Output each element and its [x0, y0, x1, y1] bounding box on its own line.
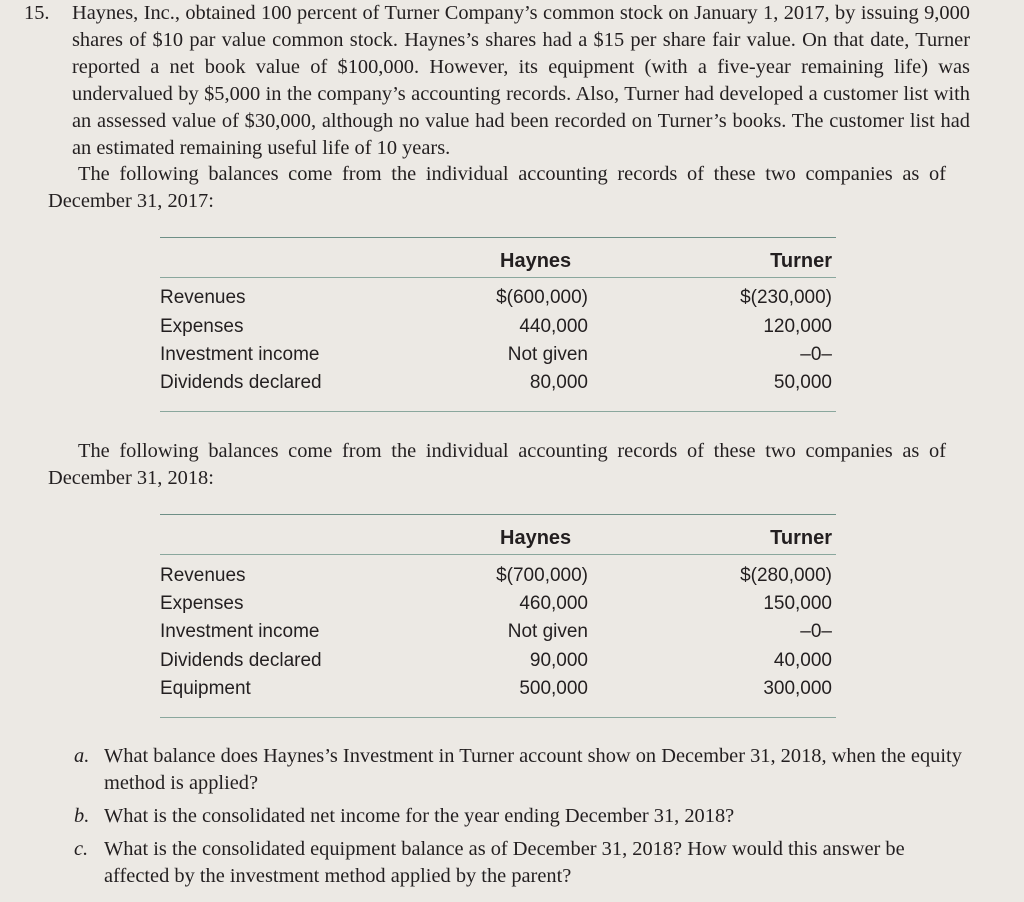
paragraph-2017-intro: The following balances come from the individual accounting records of these two companies as of December 31, 2017: — [48, 163, 946, 212]
row-label: Revenues — [160, 565, 246, 586]
table-bottom-rule — [160, 717, 836, 718]
table-top-rule — [160, 237, 836, 238]
turner-value: 120,000 — [763, 316, 832, 337]
question-letter: b. — [74, 805, 90, 827]
table-row — [160, 372, 836, 400]
row-label: Investment income — [160, 621, 320, 642]
table-top-rule — [160, 514, 836, 515]
question-b — [72, 803, 972, 830]
turner-value: 300,000 — [763, 678, 832, 699]
turner-value: 150,000 — [763, 593, 832, 614]
haynes-value: 460,000 — [519, 593, 588, 614]
paragraph-2018-intro: The following balances come from the individual accounting records of these two companies as of December 31, 2018: — [48, 440, 946, 489]
row-label: Dividends declared — [160, 650, 322, 671]
haynes-value: 90,000 — [529, 650, 588, 671]
turner-value: –0– — [800, 621, 832, 642]
turner-value: $(230,000) — [740, 287, 832, 308]
table-row — [160, 565, 836, 593]
question-letter: a. — [74, 745, 90, 767]
haynes-value: $(700,000) — [496, 565, 588, 586]
haynes-value: $(600,000) — [496, 287, 588, 308]
column-header-haynes: Haynes — [500, 250, 572, 272]
column-header-turner: Turner — [770, 527, 832, 549]
haynes-value: 80,000 — [529, 372, 588, 393]
table-row — [160, 678, 836, 706]
question-letter: c. — [74, 838, 89, 860]
haynes-value: 500,000 — [519, 678, 588, 699]
haynes-value: 440,000 — [519, 316, 588, 337]
row-label: Dividends declared — [160, 372, 322, 393]
question-c — [72, 836, 972, 890]
column-header-turner: Turner — [770, 250, 832, 272]
question-text: What is the consolidated net income for the year ending December 31, 2018? — [104, 805, 735, 827]
problem-intro: Haynes, Inc., obtained 100 percent of Turner Company’s common stock on January 1, 2017, by issuing 9,000 shares of $10 par value common stock. Haynes’s shares had a $15 per share fair value. On that date, Turner reported a net book value of $100,000. However, its equipment (with a five-year remaining life) was undervalued by $5,000 in the company’s accounting records. Also, Turner had developed a customer list with an assessed value of $30,000, although no value had been recorded on Turner’s books. The customer list had an estimated remaining useful life of 10 years. — [72, 2, 970, 159]
turner-value: 40,000 — [773, 650, 832, 671]
turner-value: $(280,000) — [740, 565, 832, 586]
column-header-haynes: Haynes — [500, 527, 572, 549]
haynes-value: Not given — [507, 344, 588, 365]
table-row — [160, 316, 836, 344]
table-row — [160, 621, 836, 649]
problem-number: 15. — [24, 2, 50, 24]
question-text: What balance does Haynes’s Investment in Turner account show on December 31, 2018, when the equity method is applied? — [104, 745, 962, 794]
row-label: Expenses — [160, 316, 244, 337]
balances-table-2017 — [160, 237, 836, 415]
table-row — [160, 650, 836, 678]
question-list — [72, 743, 972, 896]
table-row — [160, 344, 836, 372]
row-label: Investment income — [160, 344, 320, 365]
table-bottom-rule — [160, 411, 836, 412]
haynes-value: Not given — [507, 621, 588, 642]
table-row — [160, 593, 836, 621]
row-label: Equipment — [160, 678, 251, 699]
question-text: What is the consolidated equipment balance as of December 31, 2018? How would this answer be affected by the investment method applied by the parent? — [104, 838, 905, 887]
balances-table-2018 — [160, 514, 836, 722]
turner-value: 50,000 — [773, 372, 832, 393]
row-label: Revenues — [160, 287, 246, 308]
turner-value: –0– — [800, 344, 832, 365]
question-a — [72, 743, 972, 797]
header-rule — [160, 277, 836, 278]
row-label: Expenses — [160, 593, 244, 614]
table-row — [160, 287, 836, 315]
header-rule — [160, 554, 836, 555]
